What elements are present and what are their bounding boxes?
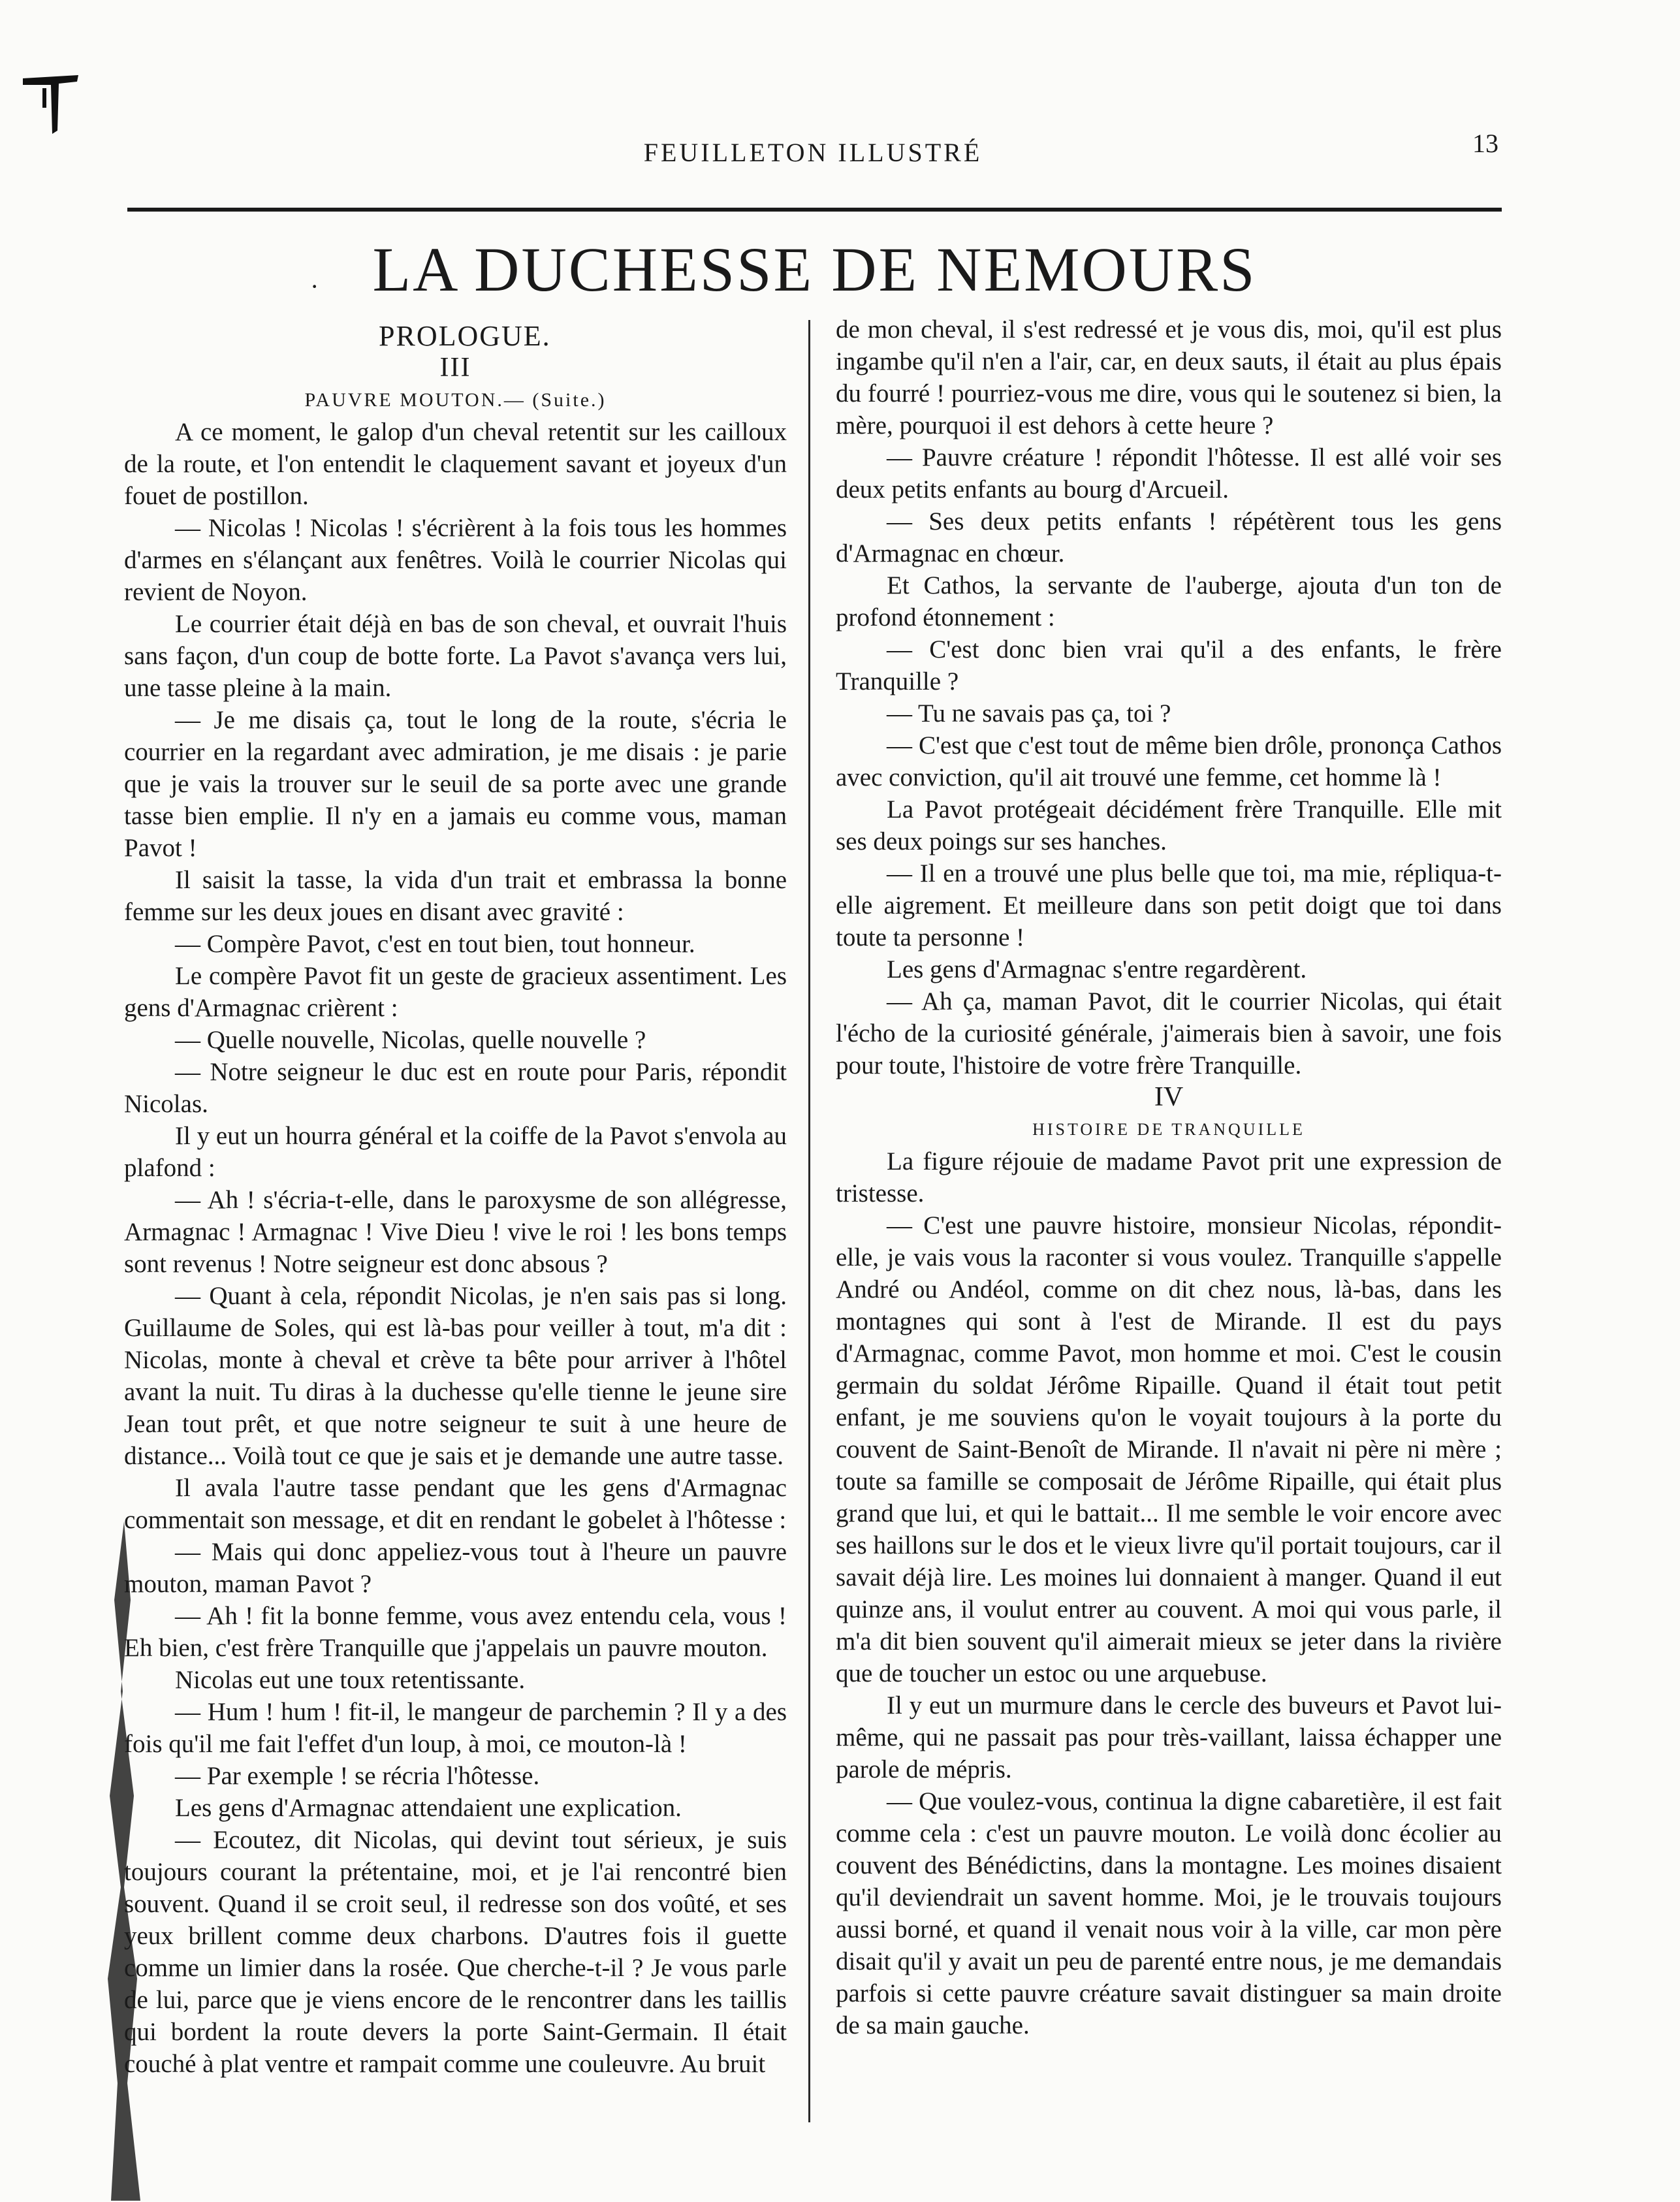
- paragraph: Il y eut un hourra général et la coiffe de la Pavot s'envola au plafond :: [124, 1122, 787, 1182]
- paragraph: — Compère Pavot, c'est en tout bien, tout honneur.: [175, 930, 695, 958]
- paragraph: — Je me disais ça, tout le long de la route, s'écria le courrier en la regardant avec admiration, je me disais : je parie que je vais la trouver sur le seuil de sa porte avec une grande tasse bien emplie. Il n'y en a jamais eu comme vous, maman Pavot !: [124, 706, 787, 862]
- chapter-numeral: III: [439, 353, 471, 383]
- page-header: [127, 129, 1498, 176]
- title-ornament-dot: ·: [310, 272, 319, 301]
- paragraph: Il y eut un murmure dans le cercle des buveurs et Pavot lui-même, qui ne passait pas pour très-vaillant, laissa échapper une parole de mépris.: [836, 1691, 1502, 1783]
- corner-stain-mark: [20, 65, 85, 137]
- paragraph: Le compère Pavot fit un geste de gracieux assentiment. Les gens d'Armagnac crièrent :: [124, 962, 787, 1022]
- paragraph: — Nicolas ! Nicolas ! s'écrièrent à la fois tous les hommes d'armes en s'élançant aux fenêtres. Voilà le courrier Nicolas qui revient de Noyon.: [124, 514, 787, 606]
- paragraph: — Ses deux petits enfants ! répétèrent tous les gens d'Armagnac en chœur.: [836, 507, 1502, 567]
- paragraph: A ce moment, le galop d'un cheval retentit sur les cailloux de la route, et l'on entendit le claquement savant et joyeux d'un fouet de postillon.: [124, 418, 787, 510]
- chapter-numeral: IV: [1154, 1082, 1184, 1112]
- paragraph: de mon cheval, il s'est redressé et je vous dis, moi, qu'il est plus ingambe qu'il n'en a l'air, car, en deux sauts, il était au plus épais du fourré ! pourriez-vous me dire, vous qui le soutenez si bien, la mère, pourquoi il est dehors à cette heure ?: [836, 315, 1502, 439]
- paragraph: Et Cathos, la servante de l'auberge, ajouta d'un ton de profond étonnement :: [836, 571, 1502, 631]
- column-divider: [808, 320, 810, 2122]
- right-column: [836, 313, 1502, 2041]
- prologue-heading: PROLOGUE.: [379, 320, 551, 352]
- paragraph: Le courrier était déjà en bas de son cheval, et ouvrait l'huis sans façon, d'un coup de botte forte. La Pavot s'avança vers lui, une tasse pleine à la main.: [124, 610, 787, 702]
- paragraph: — Pauvre créature ! répondit l'hôtesse. Il est allé voir ses deux petits enfants au bourg d'Arcueil.: [836, 443, 1502, 503]
- chapter-title: PAUVRE MOUTON.— (Suite.): [304, 389, 607, 411]
- paragraph: — Ah ça, maman Pavot, dit le courrier Nicolas, qui était l'écho de la curiosité générale, j'aimerais bien à savoir, une fois pour toute, l'histoire de votre frère Tranquille.: [836, 987, 1502, 1079]
- paragraph: — Notre seigneur le duc est en route pour Paris, répondit Nicolas.: [124, 1058, 787, 1118]
- paragraph: — Mais qui donc appeliez-vous tout à l'heure un pauvre mouton, maman Pavot ?: [124, 1538, 787, 1598]
- paragraph: — Ah ! s'écria-t-elle, dans le paroxysme de son allégresse, Armagnac ! Armagnac ! Vive Dieu ! vive le roi ! les bons temps sont revenus ! Notre seigneur est donc absous ?: [124, 1186, 787, 1278]
- page-title: LA DUCHESSE DE NEMOURS: [372, 234, 1257, 304]
- paragraph: — C'est donc bien vrai qu'il a des enfants, le frère Tranquille ?: [836, 635, 1502, 695]
- paragraph: Nicolas eut une toux retentissante.: [175, 1666, 526, 1694]
- paragraph: — Hum ! hum ! fit-il, le mangeur de parchemin ? Il y a des fois qu'il me fait l'effet d'un loup, à moi, ce mouton-là !: [124, 1698, 787, 1758]
- header-rule: [127, 208, 1502, 212]
- running-head: FEUILLETON ILLUSTRÉ: [643, 138, 983, 167]
- chapter-title: HISTOIRE DE TRANQUILLE: [1032, 1120, 1305, 1139]
- paragraph: — Ecoutez, dit Nicolas, qui devint tout sérieux, je suis toujours courant la prétentaine, moi, et je l'ai rencontré bien souvent. Quand il se croit seul, il redresse son dos voûté, et ses yeux brillent comme deux charbons. D'autres fois il guette comme un limier dans la rosée. Que cherche-t-il ? Je vous parle de lui, parce que je viens encore de le rencontrer dans les taillis qui bordent la route devers la porte Saint-Germain. Il était couché à plat ventre et rampait comme une couleuvre. Au bruit: [124, 1826, 787, 2078]
- paragraph: — Il en a trouvé une plus belle que toi, ma mie, répliqua-t-elle aigrement. Et meilleure dans son petit doigt que toi dans toute ta personne !: [836, 859, 1502, 951]
- paragraph: Il avala l'autre tasse pendant que les gens d'Armagnac commentait son message, et dit en rendant le gobelet à l'hôtesse :: [124, 1474, 787, 1534]
- paragraph: Les gens d'Armagnac s'entre regardèrent.: [887, 955, 1307, 983]
- page-number: 13: [1472, 129, 1498, 158]
- paragraph: Il saisit la tasse, la vida d'un trait et embrassa la bonne femme sur les deux joues en disant avec gravité :: [124, 866, 787, 926]
- paragraph: — Quant à cela, répondit Nicolas, je n'en sais pas si long. Guillaume de Soles, qui est là-bas pour veiller à tout, m'a dit : Nicolas, monte à cheval et crève ta bête pour arriver à l'hôtel avant la nuit. Tu diras à la duchesse qu'elle tienne le jeune sire Jean tout prêt, et que notre seigneur te suit à une heure de distance... Voilà tout ce que je sais et je demande une autre tasse.: [124, 1282, 787, 1470]
- paragraph: — Par exemple ! se récria l'hôtesse.: [175, 1762, 540, 1790]
- paragraph: — Quelle nouvelle, Nicolas, quelle nouvelle ?: [175, 1026, 646, 1054]
- paragraph: Les gens d'Armagnac attendaient une explication.: [175, 1794, 682, 1822]
- paragraph: La figure réjouie de madame Pavot prit une expression de tristesse.: [836, 1147, 1502, 1207]
- paragraph: — C'est que c'est tout de même bien drôle, prononça Cathos avec conviction, qu'il ait trouvé une femme, cet homme là !: [836, 731, 1502, 791]
- paragraph: — C'est une pauvre histoire, monsieur Nicolas, répondit-elle, je vais vous la raconter si vous voulez. Tranquille s'appelle André ou Andéol, comme on dit chez nous, là-bas, dans les montagnes qui sont à l'est de Mirande. Il est du pays d'Armagnac, comme Pavot, mon homme et moi. C'est le cousin germain du soldat Jérôme Ripaille. Quand il était tout petit enfant, je me souviens qu'on le voyait toujours à la porte du couvent de Saint-Benoît de Mirande. Il n'avait ni père ni mère ; toute sa famille se composait de Jérôme Ripaille, qui était plus grand que lui, et qui le battait... Il me semble le voir encore avec ses haillons sur le dos et le vieux livre qu'il portait toujours, car il savait déjà lire. Les moines lui donnaient à manger. Quand il eut quinze ans, il voulut entrer au couvent. A moi qui vous parle, il m'a dit bien souvent qu'il aimerait mieux se jeter dans la rivière que de toucher un estoc ou une arquebuse.: [836, 1211, 1502, 1687]
- left-column: [124, 320, 787, 2080]
- paragraph: La Pavot protégeait décidément frère Tranquille. Elle mit ses deux poings sur ses hanches.: [836, 795, 1502, 855]
- paragraph: — Que voulez-vous, continua la digne cabaretière, il est fait comme cela : c'est un pauvre mouton. Le voilà donc écolier au couvent des Bénédictins, dans la montagne. Les moines disaient qu'il deviendrait un savent homme. Moi, je le trouvais toujours aussi borné, et quand il venait nous voir à la ville, car mon père disait qu'il y avait un peu de parenté entre nous, je me demandais parfois si cette pauvre créature savait distinguer sa main droite de sa main gauche.: [836, 1787, 1502, 2039]
- paragraph: — Tu ne savais pas ça, toi ?: [887, 699, 1171, 727]
- paragraph: — Ah ! fit la bonne femme, vous avez entendu cela, vous ! Eh bien, c'est frère Tranquille que j'appelais un pauvre mouton.: [124, 1602, 787, 1662]
